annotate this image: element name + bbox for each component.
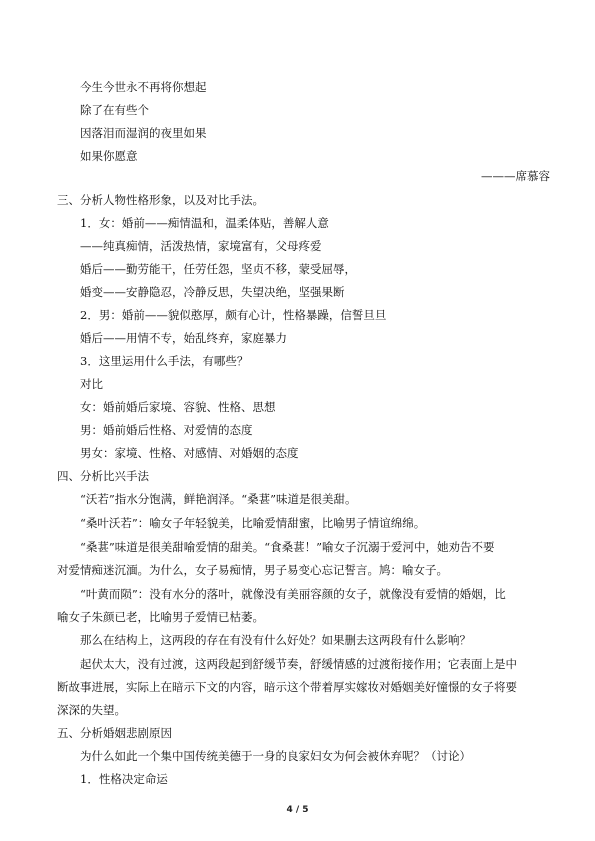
section4-paragraph-4-line-2: 喻女子朱颜已老，比喻男子爱情已枯萎。 [57,610,264,624]
section3-heading: 三、分析人物性格形象，以及对比手法。 [57,193,264,207]
section3-item: 3．这里运用什么手法，有哪些？ [80,354,249,368]
section4-paragraph-4-line-1: “叶黄而陨”：没有水分的落叶，就像没有美丽容颜的女子，就像没有爱情的婚姻，比 [80,587,506,601]
poem-line-1: 今生今世永不再将你想起 [80,80,207,94]
section3-item: 婚变——安静隐忍，冷静反思，失望决绝，坚强果断 [80,285,345,299]
section3-item: ——纯真痴情，活泼热情，家境富有，父母疼爱 [80,239,322,253]
section3-item: 男：婚前婚后性格、对爱情的态度 [80,423,253,437]
section4-paragraph-6-line-2: 断故事进展，实际上在暗示下文的内容，暗示这个带着厚实嫁妆对婚姻美好憧憬的女子将要 [57,680,517,694]
section5-paragraph-2: 1．性格决定命运 [80,772,168,786]
poem-line-2: 除了在有些个 [80,103,149,117]
section3-item: 2．男：婚前——貌似憨厚，颇有心计，性格暴躁，信誓旦旦 [80,308,387,322]
page-number: 4 / 5 [286,805,309,815]
poem-line-3: 因落泪而湿润的夜里如果 [80,126,207,140]
section4-paragraph-3-line-1: “桑葚”味道是很美甜喻爱情的甜美。“食桑葚！”喻女子沉溺于爱河中，她劝告不要 [80,540,495,554]
section4-paragraph-3-line-2: 对爱情痴迷沉湎。为什么，女子易痴情，男子易变心忘记誓言。鸠：喻女子。 [57,563,448,577]
section5-heading: 五、分析婚姻悲剧原因 [57,726,172,740]
section4-paragraph-2: “桑叶沃若”：喻女子年轻貌美，比喻爱情甜蜜，比喻男子情谊绵绵。 [80,516,426,530]
poem-author: ———席慕容 [481,169,550,183]
section3-item: 男女：家境、性格、对感情、对婚姻的态度 [80,446,299,460]
poem-line-4: 如果你愿意 [80,149,138,163]
section3-item: 1．女：婚前——痴情温和，温柔体贴，善解人意 [80,216,329,230]
section3-item: 婚后——用情不专，始乱终弃，家庭暴力 [80,331,287,345]
section4-heading: 四、分析比兴手法 [57,469,149,483]
section4-paragraph-5: 那么在结构上，这两段的存在有没有什么好处？如果删去这两段有什么影响？ [80,633,471,647]
section4-paragraph-6-line-3: 深深的失望。 [57,703,126,717]
section3-item: 女：婚前婚后家境、容貌、性格、思想 [80,400,276,414]
section3-item: 婚后——勤劳能干，任劳任怨，坚贞不移，蒙受屈辱， [80,262,356,276]
section4-paragraph-1: “沃若”指水分饱满，鲜艳润泽。“桑葚”味道是很美甜。 [80,492,357,506]
section4-paragraph-6-line-1: 起伏太大，没有过渡，这两段起到舒缓节奏，舒缓情感的过渡衔接作用；它表面上是中 [80,657,517,671]
section5-paragraph-1: 为什么如此一个集中国传统美德于一身的良家妇女为何会被休弃呢？（讨论） [80,749,471,763]
section3-item: 对比 [80,377,103,391]
